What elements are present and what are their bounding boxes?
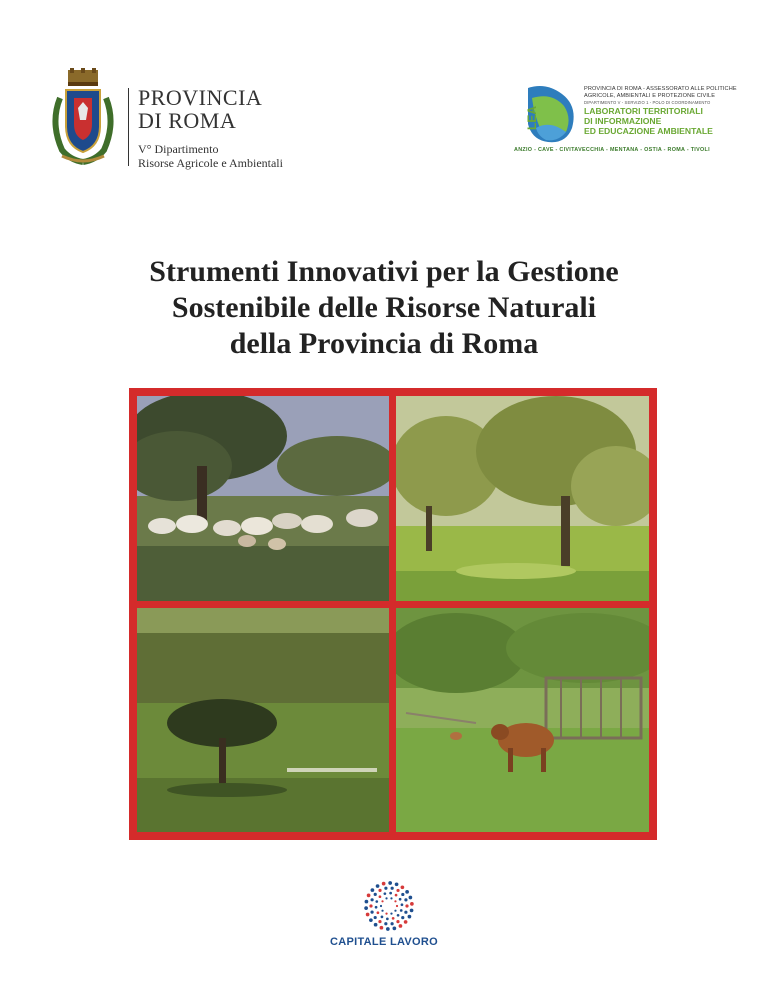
logo-dot — [399, 924, 403, 928]
lea-line1: PROVINCIA DI ROMA - ASSESSORATO ALLE POLITICHE — [584, 86, 737, 92]
logo-dot — [375, 900, 378, 903]
provincia-crest-icon — [48, 68, 118, 168]
logo-dot — [395, 882, 399, 886]
photo-grid — [129, 388, 657, 840]
lea-line2: AGRICOLE, AMBIENTALI E PROTEZIONE CIVILE — [584, 93, 716, 99]
logo-dot — [370, 911, 373, 914]
title-line2: Sostenibile delle Risorse Naturali — [171, 291, 597, 324]
publisher-name: CAPITALE LAVORO — [330, 936, 438, 948]
logo-dot — [410, 909, 414, 913]
logo-dot — [400, 909, 403, 912]
photo-brown-cow — [396, 608, 649, 832]
logo-dot — [366, 913, 370, 917]
logo-dot — [384, 892, 387, 895]
logo-dot — [377, 911, 380, 914]
title-line1: Strumenti Innovativi per la Gestione — [149, 255, 619, 288]
title-line3: della Provincia di Roma — [229, 327, 539, 360]
logo-dot — [410, 902, 414, 906]
logo-dot — [380, 905, 382, 907]
logo-dot — [391, 887, 394, 890]
logo-dot — [405, 904, 408, 907]
photo-cattle-under-oak — [137, 396, 389, 601]
capitale-lavoro-logo-icon — [358, 878, 420, 934]
logo-dot — [409, 896, 413, 900]
logo-dot — [393, 927, 397, 931]
logo-dot — [396, 920, 399, 923]
logo-dot — [396, 889, 399, 892]
logo-dot — [388, 881, 392, 885]
logo-dot — [384, 887, 387, 890]
logo-dot — [378, 920, 381, 923]
logo-dot — [374, 916, 377, 919]
logo-dot — [399, 898, 402, 901]
lea-line3: DIPARTIMENTO V - SERVIZIO 1 - POLO DI COORDINAMENTO — [584, 100, 711, 105]
logo-dot — [371, 898, 374, 901]
logo-dot — [367, 894, 371, 898]
logo-dot — [389, 892, 392, 895]
province-name — [138, 86, 262, 132]
logo-dot — [382, 882, 386, 886]
logo-dot — [379, 895, 382, 898]
logo-dot — [405, 890, 409, 894]
logo-dot — [394, 900, 396, 902]
photo-umbrella-pine — [137, 608, 389, 832]
logo-dot — [404, 920, 408, 924]
logo-dot — [385, 897, 387, 899]
logo-dot — [404, 911, 407, 914]
department-name — [138, 142, 283, 170]
logo-dot — [371, 888, 375, 892]
logo-dot — [397, 914, 400, 917]
lea-title1: LABORATORI TERRITORIALI — [584, 106, 703, 116]
province-name-line1: PROVINCIA — [138, 85, 263, 110]
logo-dot — [369, 918, 373, 922]
logo-dot — [374, 923, 378, 927]
logo-dot — [401, 916, 404, 919]
department-line1: V° Dipartimento — [138, 142, 219, 156]
logo-dot — [381, 916, 384, 919]
logo-dot — [394, 910, 396, 912]
department-line2: Risorse Agricole e Ambientali — [138, 156, 283, 170]
lea-towns: ANZIO - CAVE - CIVITAVECCHIA - MENTANA - OSTIA - ROMA - TIVOLI — [514, 147, 710, 153]
header-divider — [128, 88, 129, 166]
logo-dot — [375, 906, 378, 909]
logo-dot — [401, 903, 404, 906]
logo-dot — [386, 927, 390, 931]
logo-dot — [376, 884, 380, 888]
photo-olive-grove — [396, 396, 649, 601]
logo-dot — [392, 917, 395, 920]
logo-dot — [381, 910, 383, 912]
logo-dot — [374, 893, 377, 896]
logo-dot — [365, 900, 369, 904]
logo-dot — [386, 918, 389, 921]
logo-dot — [384, 922, 387, 925]
lea-logo-icon — [512, 84, 580, 144]
lea-title3: ED EDUCAZIONE AMBIENTALE — [584, 126, 713, 136]
logo-dot — [380, 926, 384, 930]
logo-dot — [396, 905, 398, 907]
document-title — [0, 254, 768, 362]
logo-dot — [369, 904, 372, 907]
lea-logo-letters: LEA — [525, 106, 539, 130]
logo-dot — [395, 894, 398, 897]
lea-text-block — [584, 86, 754, 136]
logo-dot — [401, 885, 405, 889]
logo-dot — [378, 889, 381, 892]
logo-dot — [385, 913, 387, 915]
logo-dot — [404, 898, 407, 901]
logo-dot — [390, 922, 393, 925]
logo-dot — [401, 893, 404, 896]
lea-title2: DI INFORMAZIONE — [584, 116, 662, 126]
province-name-line2: DI ROMA — [138, 108, 237, 133]
logo-dot — [381, 900, 383, 902]
logo-dot — [390, 913, 392, 915]
logo-dot — [408, 915, 412, 919]
logo-dot — [390, 897, 392, 899]
logo-dot — [364, 906, 368, 910]
